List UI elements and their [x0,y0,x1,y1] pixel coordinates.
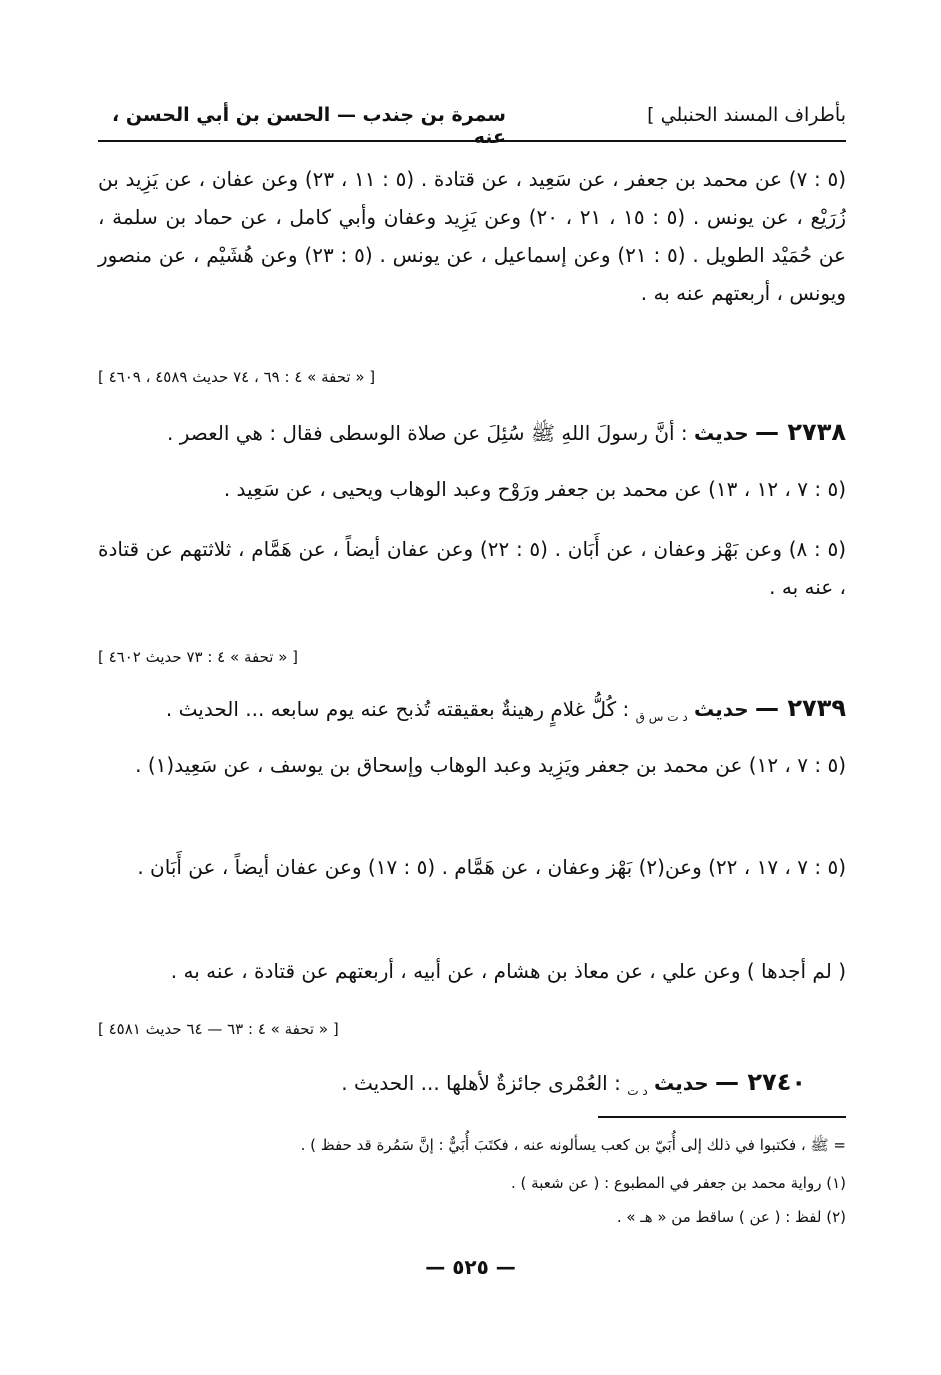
book-title: بأطراف المسند الحنبلي ] [647,104,846,126]
paragraph: (٥ : ٧ ، ١٢ ، ١٣) عن محمد بن جعفر ورَوْح وعبد الوهاب ويحيى ، عن سَعِيد . [223,477,846,501]
paragraph: ( لم أجدها ) وعن علي ، عن معاذ بن هشام ، عن أبيه ، أربعتهم عن قتادة ، عنه به . [170,959,846,983]
hadith-keyword: حديث [654,1071,709,1095]
hadith-heading-2739 [98,686,846,732]
hadith-heading-2740 [98,1060,846,1106]
page-number: — ٥٢٥ — [425,1255,516,1279]
reference-line [98,1020,846,1038]
footnote-2: (٢) لفظ : ( عن ) ساقط من « هـ » . [616,1208,846,1226]
hadith-number: ٢٧٣٩ — [755,694,846,722]
paragraph: (٥ : ٧ ، ١٧ ، ٢٢) وعن(٢) بَهْز وعفان ، عن هَمَّام . (٥ : ١٧) وعن عفان أيضاً ، عن أَبَان . [137,855,846,879]
footnote-continuation: = ﷺ ، فكتبوا في ذلك إلى أُبَيّ بن كعب يسألونه عنه ، فكتَبَ أُبَيٌّ : إنَّ سَمُرة قد حفظ ) . [300,1136,846,1154]
paragraph: (٥ : ٧) عن محمد بن جعفر ، عن سَعِيد ، عن قتادة . (٥ : ١١ ، ٢٣) وعن عفان ، عن يَزِيد بن زُرَيْع ، عن يونس . (٥ : ١٥ ، ٢١ ، ٢٠) وعن يَزِيد وعفان وأبي كامل ، عن حماد بن سلمة ، عن حُمَيْد الطويل . (٥ : ٢١) وعن إسماعيل ، عن يونس . (٥ : ٢٣) وعن هُشَيْم ، عن منصور ويونس ، أربعتهم عنه به . [98,167,847,305]
collection-symbols: د ت [627,1084,648,1098]
chapter-title: سمرة بن جندب — الحسن بن أبي الحسن ، عنه [112,104,506,148]
hadith-text: : العُمْرى جائزةٌ لأهلها ... الحديث . [341,1071,621,1095]
hadith-text: : أنَّ رسولَ اللهِ ﷺ سُئِلَ عن صلاة الوسطى فقال : هي العصر . [167,421,688,445]
hadith-keyword: حديث [694,421,749,445]
reference-text: [ « تحفة » ٤ : ٦٩ ، ٧٤ حديث ٤٥٨٩ ، ٤٦٠٩ ] [98,368,376,386]
reference-text: [ « تحفة » ٤ : ٧٣ حديث ٤٦٠٢ ] [98,648,299,666]
paragraph: (٥ : ٨) وعن بَهْز وعفان ، عن أَبَان . (٥ : ٢٢) وعن عفان أيضاً ، عن هَمَّام ، ثلاثتهم عن قتادة ، عنه به . [98,537,847,599]
reference-text: [ « تحفة » ٤ : ٦٣ — ٦٤ حديث ٤٥٨١ ] [98,1020,339,1038]
reference-line [98,648,846,666]
hadith-keyword: حديث [694,697,749,721]
footnote-divider [598,1116,846,1118]
paragraph: (٥ : ٧ ، ١٢) عن محمد بن جعفر ويَزِيد وعبد الوهاب وإسحاق بن يوسف ، عن سَعِيد(١) . [135,753,846,777]
reference-line [98,368,846,386]
hadith-heading-2738 [98,410,846,456]
collection-symbols: د ت س ق [635,710,688,724]
hadith-number: ٢٧٣٨ — [755,418,846,446]
running-header [98,96,846,148]
hadith-number: ٢٧٤٠ — [715,1068,806,1096]
footnote-1: (١) رواية محمد بن جعفر في المطبوع : ( عن شعبة ) . [511,1174,846,1192]
hadith-text: : كُلُّ غلامٍ رهينةٌ بعقيقته تُذبح عنه يوم سابعه ... الحديث . [165,697,630,721]
